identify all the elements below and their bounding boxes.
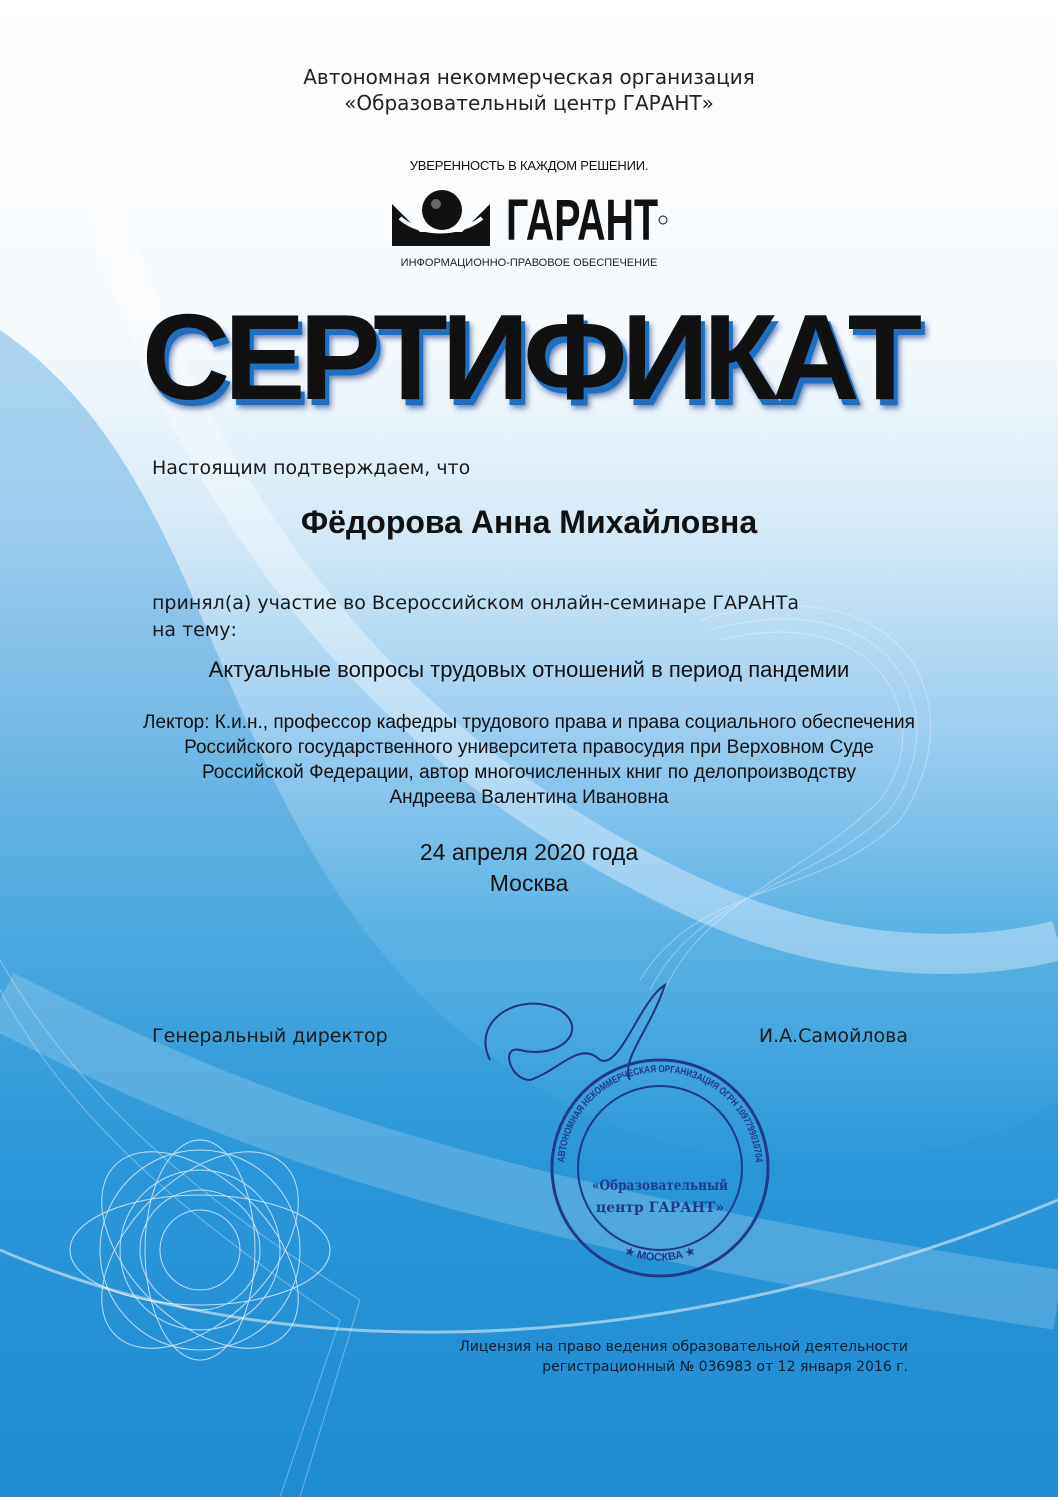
stamp-bottom-text: ★ МОСКВА ★	[623, 1245, 697, 1264]
license-info	[459, 1337, 908, 1377]
participation-text	[152, 590, 799, 644]
organization-name	[0, 64, 1058, 116]
stamp-center-line-2: центр ГАРАНТ»	[595, 1200, 725, 1216]
logo-subtitle: ИНФОРМАЦИОННО-ПРАВОВОЕ ОБЕСПЕЧЕНИЕ	[400, 257, 658, 269]
organization-stamp	[548, 1056, 772, 1280]
svg-text:ГАРАНТ: ГАРАНТ	[506, 188, 658, 253]
organization-line-1: Автономная некоммерческая организация	[303, 65, 755, 89]
participation-line-1: принял(а) участие во Всероссийском онлайн-семинаре ГАРАНТа	[152, 592, 799, 614]
stamp-center-line-1: «Образовательный	[592, 1178, 750, 1194]
lecturer-line: Российской Федерации, автор многочисленных книг по делопроизводству	[201, 762, 857, 783]
event-city: Москва	[489, 870, 569, 896]
license-line-1: Лицензия на право ведения образовательной деятельности	[459, 1339, 908, 1355]
lecturer-line: Лектор: К.и.н., профессор кафедры трудового права и права социального обеспечения	[143, 712, 915, 733]
certificate-title: СЕРТИФИКАТ	[141, 289, 917, 425]
garant-logo	[390, 188, 670, 252]
recipient-name: Фёдорова Анна Михайловна	[300, 504, 758, 540]
organization-line-2: «Образовательный центр ГАРАНТ»	[344, 91, 714, 115]
stamp-outer-text: АВТОНОМНАЯ НЕКОММЕРЧЕСКАЯ ОРГАНИЗАЦИЯ ОГРН 1097799010704	[556, 1063, 764, 1164]
logo-slogan: УВЕРЕННОСТЬ В КАЖДОМ РЕШЕНИИ.	[409, 158, 649, 173]
date-place	[0, 837, 1058, 899]
license-line-2: регистрационный № 036983 от 12 января 2016 г.	[542, 1359, 908, 1375]
lecturer-info	[0, 710, 1058, 810]
seminar-topic: Актуальные вопросы трудовых отношений в период пандемии	[208, 657, 850, 682]
confirm-text: Настоящим подтверждаем, что	[152, 457, 471, 479]
signer-position: Генеральный директор	[152, 1025, 388, 1047]
lecturer-line: Российского государственного университета правосудия при Верховном Суде	[184, 737, 874, 758]
event-date: 24 апреля 2020 года	[419, 839, 639, 865]
signer-name: И.А.Самойлова	[758, 1025, 908, 1047]
lecturer-name: Андреева Валентина Ивановна	[389, 787, 669, 808]
participation-line-2: на тему:	[152, 619, 237, 641]
